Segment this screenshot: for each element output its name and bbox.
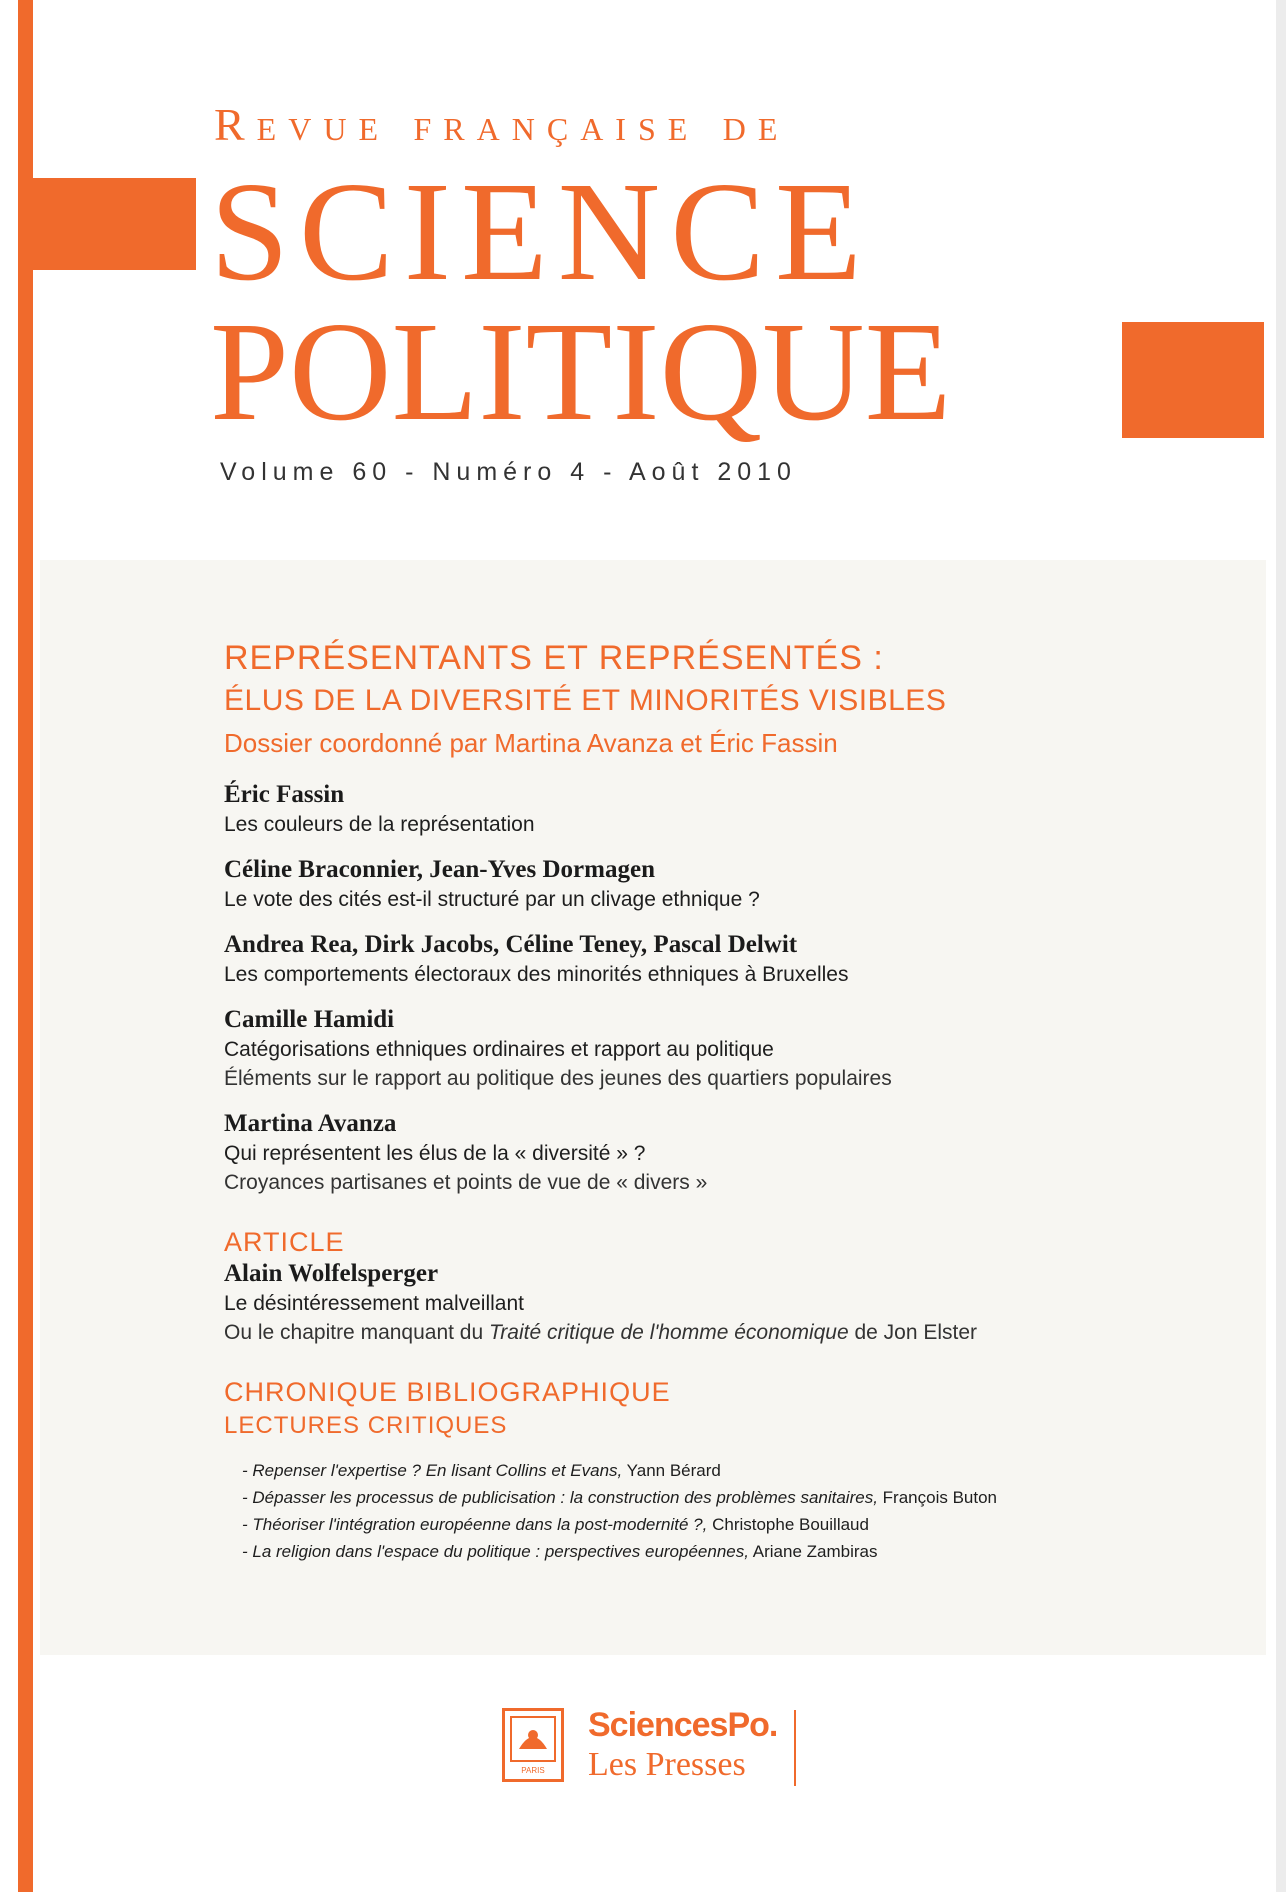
- article-subtitle-book: Traité critique de l'homme économique: [489, 1321, 849, 1344]
- list-item: [242, 1457, 1224, 1484]
- review-title: - Repenser l'expertise ? En lisant Collins et Evans,: [242, 1461, 623, 1480]
- dossier-coordination: Dossier coordonné par Martina Avanza et Éric Fassin: [224, 728, 838, 758]
- list-item: [242, 1538, 1224, 1565]
- entry-title: Le vote des cités est-il structuré par un clivage ethnique ?: [224, 888, 760, 911]
- journal-prefix: Revue française de: [214, 99, 790, 150]
- table-of-contents: [224, 636, 1224, 1565]
- toc-entry: [224, 930, 1224, 989]
- journal-title-science: SCIENCE: [210, 152, 872, 310]
- accent-block-left: [18, 178, 196, 270]
- publisher-sub: Les Presses: [588, 1746, 746, 1783]
- publisher-logo: [502, 1702, 802, 1792]
- toc-entry: [224, 780, 1224, 839]
- review-author: Ariane Zambiras: [748, 1542, 878, 1561]
- article-title: Le désintéressement malveillant: [224, 1292, 524, 1315]
- lectures-heading: LECTURES CRITIQUES: [224, 1412, 508, 1439]
- entry-subtitle: Croyances partisanes et points de vue de « divers »: [224, 1171, 708, 1194]
- entry-author: Éric Fassin: [224, 781, 345, 808]
- article-heading: ARTICLE: [224, 1227, 345, 1257]
- review-list: [242, 1457, 1224, 1565]
- article-subtitle-post: de Jon Elster: [848, 1321, 978, 1344]
- article-subtitle: [224, 1318, 1224, 1347]
- toc-entry: [224, 1005, 1224, 1093]
- seal-icon: [502, 1708, 564, 1782]
- review-title: - La religion dans l'espace du politique : perspectives européennes,: [242, 1542, 749, 1561]
- issue-info: Volume 60 - Numéro 4 - Août 2010: [220, 458, 797, 486]
- entry-title: Les comportements électoraux des minorités ethniques à Bruxelles: [224, 963, 849, 986]
- entry-subtitle: Éléments sur le rapport au politique des jeunes des quartiers populaires: [224, 1067, 892, 1090]
- entry-title: Catégorisations ethniques ordinaires et rapport au politique: [224, 1038, 774, 1061]
- chronique-heading: CHRONIQUE BIBLIOGRAPHIQUE: [224, 1377, 671, 1407]
- left-accent-bar: [18, 0, 33, 1892]
- review-author: François Buton: [877, 1488, 997, 1507]
- review-title: - Dépasser les processus de publicisation : la construction des problèmes sanitaires,: [242, 1488, 878, 1507]
- entry-author: Céline Braconnier, Jean-Yves Dormagen: [224, 856, 655, 883]
- entry-title: Qui représentent les élus de la « diversité » ?: [224, 1142, 646, 1165]
- toc-entry: [224, 1109, 1224, 1197]
- entry-title: Les couleurs de la représentation: [224, 813, 535, 836]
- entry-author: Camille Hamidi: [224, 1006, 395, 1033]
- accent-block-right: [1122, 322, 1264, 438]
- entry-author: Martina Avanza: [224, 1110, 397, 1137]
- article-subtitle-pre: Ou le chapitre manquant du: [224, 1321, 490, 1344]
- review-author: Christophe Bouillaud: [707, 1515, 869, 1534]
- cover-edge: [1276, 0, 1286, 1892]
- review-author: Yann Bérard: [622, 1461, 721, 1480]
- dossier-title: REPRÉSENTANTS ET REPRÉSENTÉS :: [224, 639, 884, 677]
- list-item: [242, 1484, 1224, 1511]
- crest-icon: [505, 1711, 561, 1779]
- journal-title-politique: POLITIQUE: [210, 292, 952, 450]
- seal-text: PARIS: [521, 1766, 545, 1775]
- entry-author: Andrea Rea, Dirk Jacobs, Céline Teney, Pascal Delwit: [224, 931, 798, 958]
- article-author: Alain Wolfelsperger: [224, 1260, 439, 1287]
- dossier-subtitle: ÉLUS DE LA DIVERSITÉ ET MINORITÉS VISIBLES: [224, 684, 947, 717]
- publisher-name: SciencesPo.: [588, 1706, 778, 1744]
- review-title: - Théoriser l'intégration européenne dans la post-modernité ?,: [242, 1515, 708, 1534]
- list-item: [242, 1511, 1224, 1538]
- toc-entry: [224, 855, 1224, 914]
- publisher-rule: [794, 1710, 796, 1786]
